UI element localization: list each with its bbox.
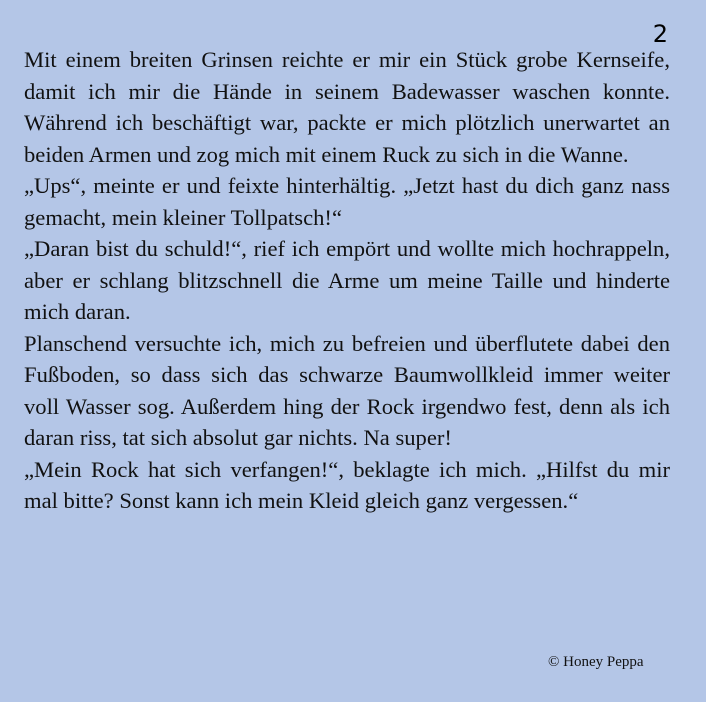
paragraph: Planschend versuchte ich, mich zu befreien und überflutete dabei den Fußboden, so dass sich das schwarze Baumwollkleid immer weiter voll Wasser sog. Außerdem hing der Rock irgendwo fest, denn als ich daran riss, tat sich absolut gar nichts. Na super! [24, 330, 670, 450]
paragraph: Mit einem breiten Grinsen reichte er mir ein Stück grobe Kernseife, damit ich mir die Hände in seinem Badewasser waschen konnte. Während ich beschäftigt war, packte er mich plötzlich unerwartet an beiden Armen und zog mich mit einem Ruck zu sich in die Wanne. [24, 47, 670, 167]
paragraph: „Ups“, meinte er und feixte hinterhältig. „Jetzt hast du dich ganz nass gemacht, mein kleiner Tollpatsch!“ [24, 173, 670, 230]
page-number: 2 [652, 20, 668, 48]
paragraph: „Mein Rock hat sich verfangen!“, beklagte ich mich. „Hilfst du mir mal bitte? Sonst kann ich mein Kleid gleich ganz vergessen.“ [24, 456, 670, 513]
copyright-notice: © Honey Peppa [548, 654, 644, 670]
paragraph: „Daran bist du schuld!“, rief ich empört und wollte mich hochrappeln, aber er schlang blitzschnell die Arme um meine Taille und hinderte mich daran. [24, 236, 670, 324]
story-text [24, 44, 670, 517]
